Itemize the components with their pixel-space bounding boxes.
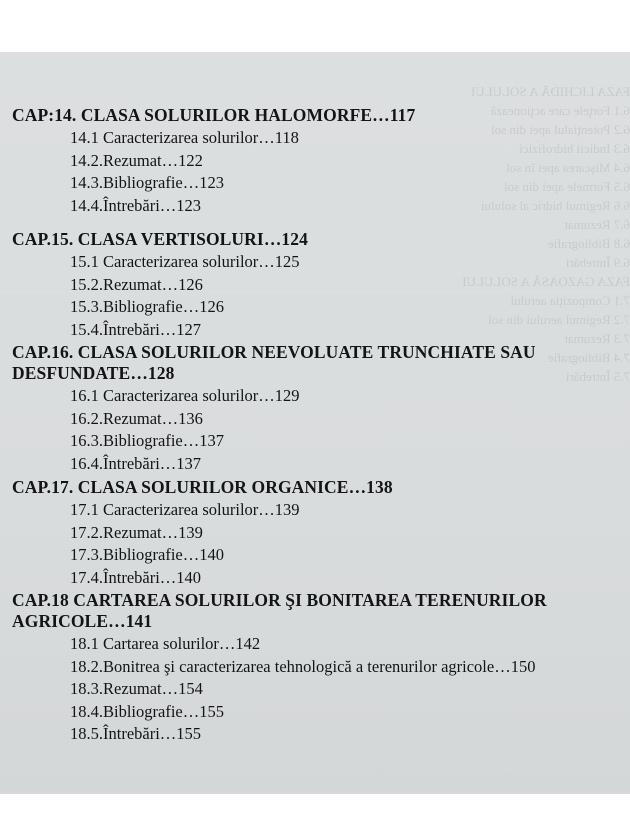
section-entry: 18.3.Rezumat…154 xyxy=(70,679,203,698)
chapter-heading: CAP:14. CLASA SOLURILOR HALOMORFE…117 xyxy=(12,105,416,125)
section-entry: 14.2.Rezumat…122 xyxy=(70,150,203,170)
section-entry: 16.2.Rezumat…136 xyxy=(70,408,203,428)
section-entry: 17.2.Rezumat…139 xyxy=(70,522,203,542)
section-entry: 17.4.Întrebări…140 xyxy=(70,567,202,587)
section-entry: 18.4.Bibliografie…155 xyxy=(70,701,224,721)
section-entry: 16.1 Caracterizarea solurilor…129 xyxy=(70,386,300,405)
section-entry: 14.4.Întrebări…123 xyxy=(70,195,202,215)
section-entry: 14.1 Caracterizarea solurilor…118 xyxy=(70,128,299,147)
chapter-heading: CAP.17. CLASA SOLURILOR ORGANICE…138 xyxy=(12,477,393,497)
section-entry: 15.2.Rezumat…126 xyxy=(70,274,203,294)
chapter-heading: CAP.15. CLASA VERTISOLURI…124 xyxy=(12,229,308,249)
chapter-heading: CAP.16. CLASA SOLURILOR NEEVOLUATE TRUNCHIATE SAU xyxy=(12,342,536,362)
section-entry: 15.3.Bibliografie…126 xyxy=(70,297,224,316)
section-entry: 16.4.Întrebări…137 xyxy=(70,453,202,473)
section-entry: 15.1 Caracterizarea solurilor…125 xyxy=(70,252,300,271)
section-entry: 18.5.Întrebări…155 xyxy=(70,724,202,743)
section-entry: 15.4.Întrebări…127 xyxy=(70,319,202,339)
section-entry: 17.3.Bibliografie…140 xyxy=(70,545,224,564)
section-entry: 18.2.Bonitrea şi caracterizarea tehnologică a terenurilor agricole…150 xyxy=(70,656,536,676)
section-entry: 17.1 Caracterizarea solurilor…139 xyxy=(70,500,300,519)
section-entry: 14.3.Bibliografie…123 xyxy=(70,173,224,192)
book-page xyxy=(0,52,630,794)
section-entry: 16.3.Bibliografie…137 xyxy=(70,431,224,450)
section-entry: 18.1 Cartarea solurilor…142 xyxy=(70,634,261,653)
show-through-text: FAZA LICHIDĂ A SOLULUI 6.1 Forţele care acţionează 6.2 Potenţialul apei din sol 6.3 Indicii hidrofizici 6.4 Mişcarea apei în sol 6.5 Formele apei din sol 6.6 Regimul hidric al solului 6.7 Rezumat 6.8 Bibliografie 6.9 Întrebări FAZA GAZOASĂ A SOLULUI 7.1 Compoziţia aerului 7.2 Regimul aerului din sol 7.3 Rezumat 7.4 Bibliografie 7.5 Întrebări xyxy=(462,84,630,384)
table-of-contents xyxy=(0,52,630,794)
chapter-heading: CAP.18 CARTAREA SOLURILOR ŞI BONITAREA TERENURILOR xyxy=(12,590,547,610)
chapter-heading: AGRICOLE…141 xyxy=(12,611,153,631)
chapter-heading: DESFUNDATE…128 xyxy=(12,363,175,383)
